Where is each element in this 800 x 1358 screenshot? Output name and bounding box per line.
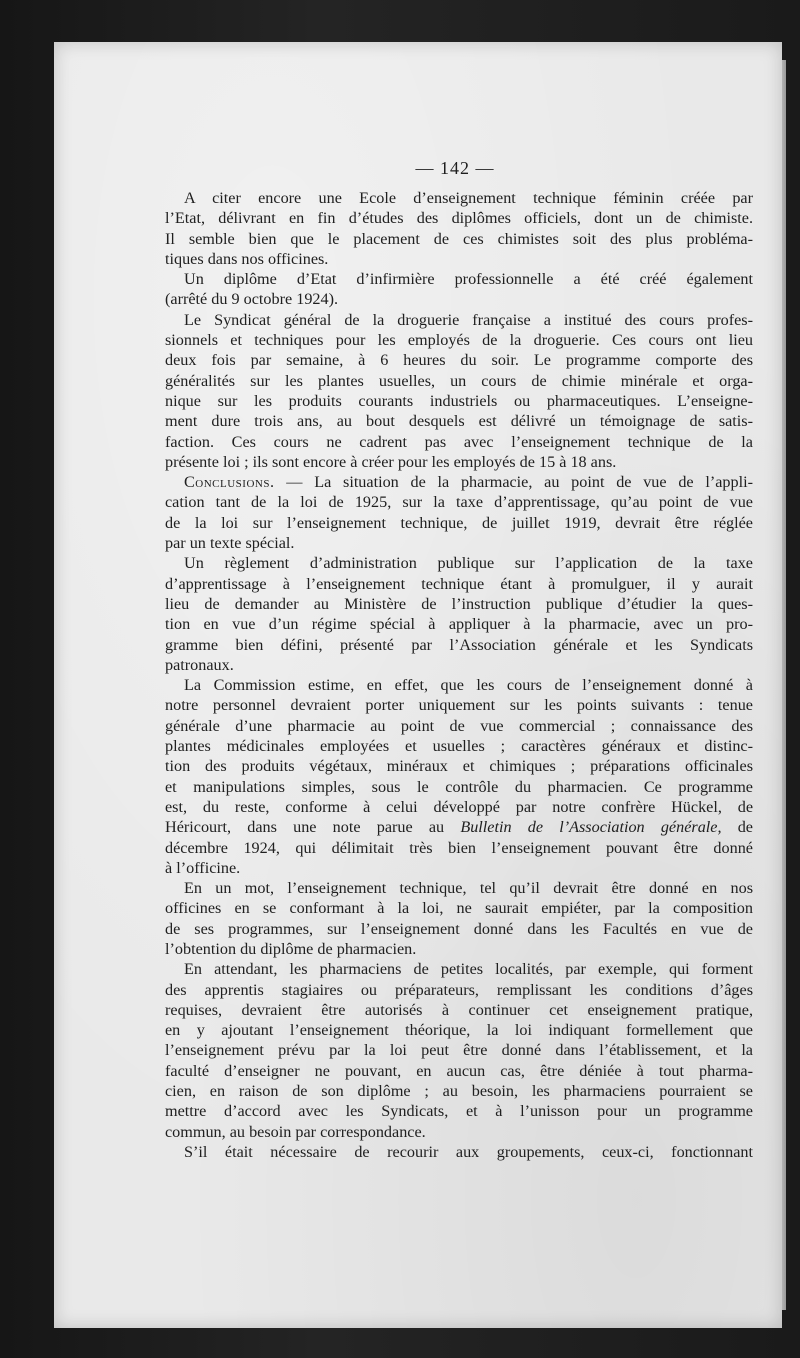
text-fragment: — La situation de la pharmacie, au point de vue de l’appli- xyxy=(274,473,753,492)
text-line: est, du reste, conforme à celui développé par notre confrère Hückel, de xyxy=(165,797,753,816)
text-line: l’Etat, délivrant en fin d’études des diplômes officiels, dont un de chimiste. xyxy=(165,209,753,228)
text-line: S’il était nécessaire de recourir aux groupements, ceux-ci, fonctionnant xyxy=(184,1142,753,1161)
text-line: gramme bien défini, présenté par l’Association générale et les Syndicats xyxy=(165,635,753,654)
text-fragment: de xyxy=(721,818,753,837)
text-line: Un diplôme d’Etat d’infirmière professionnelle a été créé également xyxy=(184,270,753,289)
text-line: deux fois par semaine, à 6 heures du soir. Le programme comporte des xyxy=(165,351,753,370)
text-line: cation tant de la loi de 1925, sur la taxe d’apprentissage, qu’au point de vue xyxy=(165,493,753,512)
text-line: (arrêté du 9 octobre 1924). xyxy=(165,290,339,309)
text-line: faculté d’enseigner ne pouvant, en aucun cas, être déniée à tout pharma- xyxy=(165,1061,753,1080)
text-line: sionnels et techniques pour les employés de la droguerie. Ces cours ont lieu xyxy=(165,331,753,350)
text-line: Un règlement d’administration publique sur l’application de la taxe xyxy=(184,554,753,573)
text-line: requises, devraient être autorisés à continuer cet enseignement pratique, xyxy=(165,1000,753,1019)
text-line: en y ajoutant l’enseignement théorique, la loi indiquant formellement que xyxy=(165,1021,753,1040)
text-fragment: Héricourt, dans une note parue au xyxy=(165,818,461,837)
text-line: l’obtention du diplôme de pharmacien. xyxy=(165,939,417,958)
text-line: nique sur les produits courants industriels ou pharmaceutiques. L’enseigne- xyxy=(165,391,753,410)
bulletin-line xyxy=(165,817,753,837)
text-line: Le Syndicat général de la droguerie française a institué des cours profes- xyxy=(184,310,753,329)
conclusions-line xyxy=(165,472,753,492)
text-line: de ses programmes, sur l’enseignement donné dans les Facultés en vue de xyxy=(165,919,753,938)
text-line: cien, en raison de son diplôme ; au besoin, les pharmaciens pourraient se xyxy=(165,1082,753,1101)
text-line: faction. Ces cours ne cadrent pas avec l’enseignement technique de la xyxy=(165,432,753,451)
text-line: tiques dans nos officines. xyxy=(165,249,329,268)
page-number: — 142 — xyxy=(415,158,495,178)
text-line: commun, au besoin par correspondance. xyxy=(165,1122,426,1141)
text-line: tion en vue d’un régime spécial à appliquer à la pharmacie, avec un pro- xyxy=(165,615,753,634)
text-line: présente loi ; ils sont encore à créer pour les employés de 15 à 18 ans. xyxy=(165,452,617,471)
text-line: ment dure trois ans, au bout desquels est délivré un témoignage de satis- xyxy=(165,412,753,431)
text-line: par un texte spécial. xyxy=(165,534,295,553)
text-line: généralités sur les plantes usuelles, un cours de chimie minérale et orga- xyxy=(165,371,753,390)
text-line: d’apprentissage à l’enseignement technique étant à promulguer, il y aurait xyxy=(165,574,753,593)
text-line: notre personnel devraient porter uniquement sur les points suivants : tenue xyxy=(165,696,753,715)
text-line: officines en se conformant à la loi, ne saurait empiéter, par la composition xyxy=(165,899,753,918)
text-line: tion des produits végétaux, minéraux et chimiques ; préparations officinales xyxy=(165,757,753,776)
text-line: à l’officine. xyxy=(165,858,241,877)
text-line: générale d’une pharmacie au point de vue commercial ; connaissance des xyxy=(165,716,753,735)
text-line: décembre 1924, qui délimitait très bien l’enseignement pouvant être donné xyxy=(165,838,753,857)
text-line: En attendant, les pharmaciens de petites localités, par exemple, qui forment xyxy=(184,960,753,979)
text-line: La Commission estime, en effet, que les cours de l’enseignement donné à xyxy=(184,676,753,695)
publication-title: Bulletin de l’Association générale, xyxy=(460,818,722,837)
text-line: En un mot, l’enseignement technique, tel qu’il devrait être donné en nos xyxy=(184,879,753,898)
text-line: A citer encore une Ecole d’enseignement technique féminin créée par xyxy=(184,189,753,207)
text-line: l’enseignement prévu par la loi peut être donné dans l’établissement, et la xyxy=(165,1041,753,1060)
body-text xyxy=(165,188,753,1162)
text-line: Il semble bien que le placement de ces chimistes soit des plus probléma- xyxy=(165,229,753,248)
section-heading: Conclusions. xyxy=(184,473,275,492)
text-line: lieu de demander au Ministère de l’instruction publique d’étudier la ques- xyxy=(165,594,753,613)
text-line: mettre d’accord avec les Syndicats, et à l’unisson pour un programme xyxy=(165,1102,753,1121)
text-line: des apprentis stagiaires ou préparateurs, remplissant les conditions d’âges xyxy=(165,980,753,999)
text-line: de la loi sur l’enseignement technique, de juillet 1919, devrait être réglée xyxy=(165,513,753,532)
text-line: et manipulations simples, sous le contrôle du pharmacien. Ce programme xyxy=(165,777,753,796)
text-line: patronaux. xyxy=(165,655,234,674)
text-line: plantes médicinales employées et usuelles ; caractères généraux et distinc- xyxy=(165,737,753,756)
